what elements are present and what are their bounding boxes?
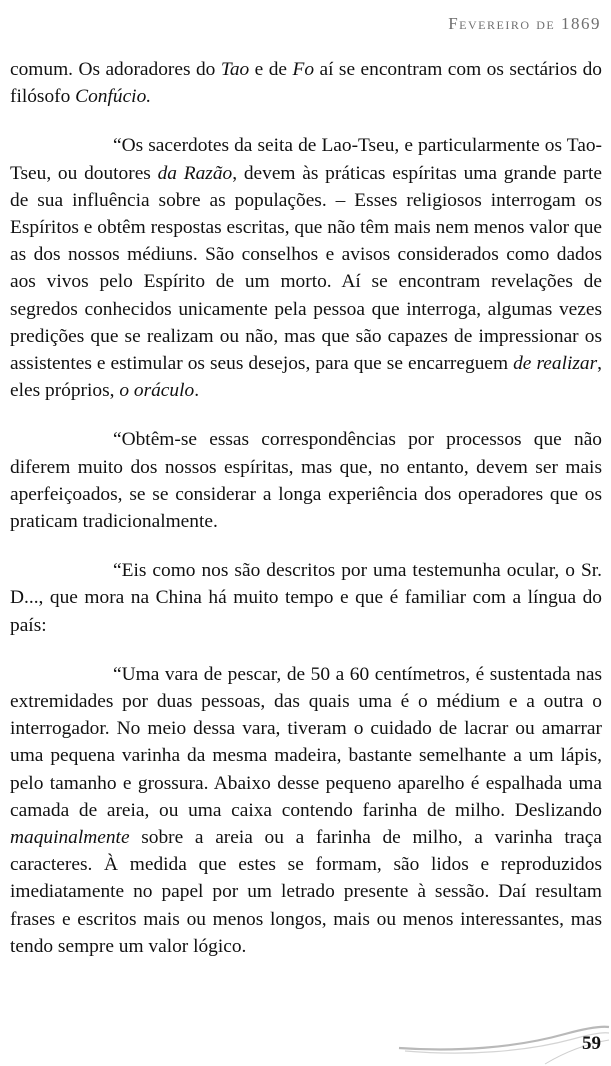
paragraph-2-text-b: , devem às práticas espíritas uma grande parte de sua influência sobre as populações. – Esses religiosos interrogam os Espíritos e obtêm respostas escritas, que não têm mais nem menos valor que as dos nossos médiuns. São conselhos e avisos considerados como dados aos vivos pelo Espírito de um morto. Aí se encontram revelações de segredos conhecidos unicamente pela pessoa que interroga, algumas vezes predições que se realizam ou não, mas que são capazes de impressionar os assistentes e estimular os seus desejos, para que se encarreguem (10, 162, 602, 375)
paragraph-1-text-c: aí se encontram com os sectários do filósofo (10, 59, 603, 108)
paragraph-2-italic-razao: da Razão (157, 162, 233, 184)
paragraph-3: “Obtêm-se essas correspondências por processos que não diferem muito dos nossos espíritas, mas que, no entanto, devem ser mais aperfeiçoados, se se considerar a longa experiência dos operadores que os praticam tradicionalmente. (10, 429, 602, 533)
paragraph-1 (10, 56, 602, 110)
paragraph-2-text-d: . (194, 380, 200, 402)
page-number: 59 (582, 1033, 601, 1054)
paragraph-2-italic-oraculo: o oráculo (119, 380, 195, 402)
running-header: Fevereiro de 1869 (448, 14, 601, 33)
paragraph-5-text-b: sobre a areia ou a farinha de milho, a varinha traça caracteres. À medida que estes se formam, são lidos e reproduzidos imediatamente no papel por um letrado presente à sessão. Daí resultam frases e escritos mais ou menos longos, mais ou menos interessantes, mas tendo sempre um valor lógico. (10, 827, 602, 957)
paragraph-5 (10, 661, 602, 960)
paragraph-2-text-c: , eles próprios, (10, 353, 602, 402)
paragraph-5-text-a: “Uma vara de pescar, de 50 a 60 centímetros, é sustentada nas extremidades por duas pessoas, das quais uma é o médium e a outra o interrogador. No meio dessa vara, tiveram o cuidado de lacrar ou amarrar uma pequena varinha da mesma madeira, bastante semelhante a um lápis, pelo tamanho e grossura. Abaixo desse pequeno aparelho é espalhada uma camada de areia, ou uma caixa contendo farinha de milho. Deslizando (10, 663, 602, 821)
page-body (10, 56, 602, 982)
footer-swash-ornament (395, 1018, 611, 1066)
paragraph-2 (10, 132, 602, 404)
paragraph-1-italic-tao: Tao (220, 59, 250, 80)
paragraph-5-italic-maquinalmente: maquinalmente (10, 827, 130, 849)
paragraph-1-text-b: e de (249, 59, 293, 80)
paragraph-1-italic-fo: Fo (292, 59, 315, 80)
paragraph-1-italic-confucio: Confúcio. (75, 86, 152, 108)
paragraph-1-text-a: comum. Os adoradores do (10, 59, 221, 80)
paragraph-2-italic-realizar: de realizar (513, 353, 598, 375)
paragraph-4: “Eis como nos são descritos por uma testemunha ocular, o Sr. D..., que mora na China há muito tempo e que é familiar com a língua do país: (10, 560, 602, 636)
paragraph-2-text-a: “Os sacerdotes da seita de Lao-Tseu, e particularmente os Tao-Tseu, ou doutores (10, 135, 602, 184)
